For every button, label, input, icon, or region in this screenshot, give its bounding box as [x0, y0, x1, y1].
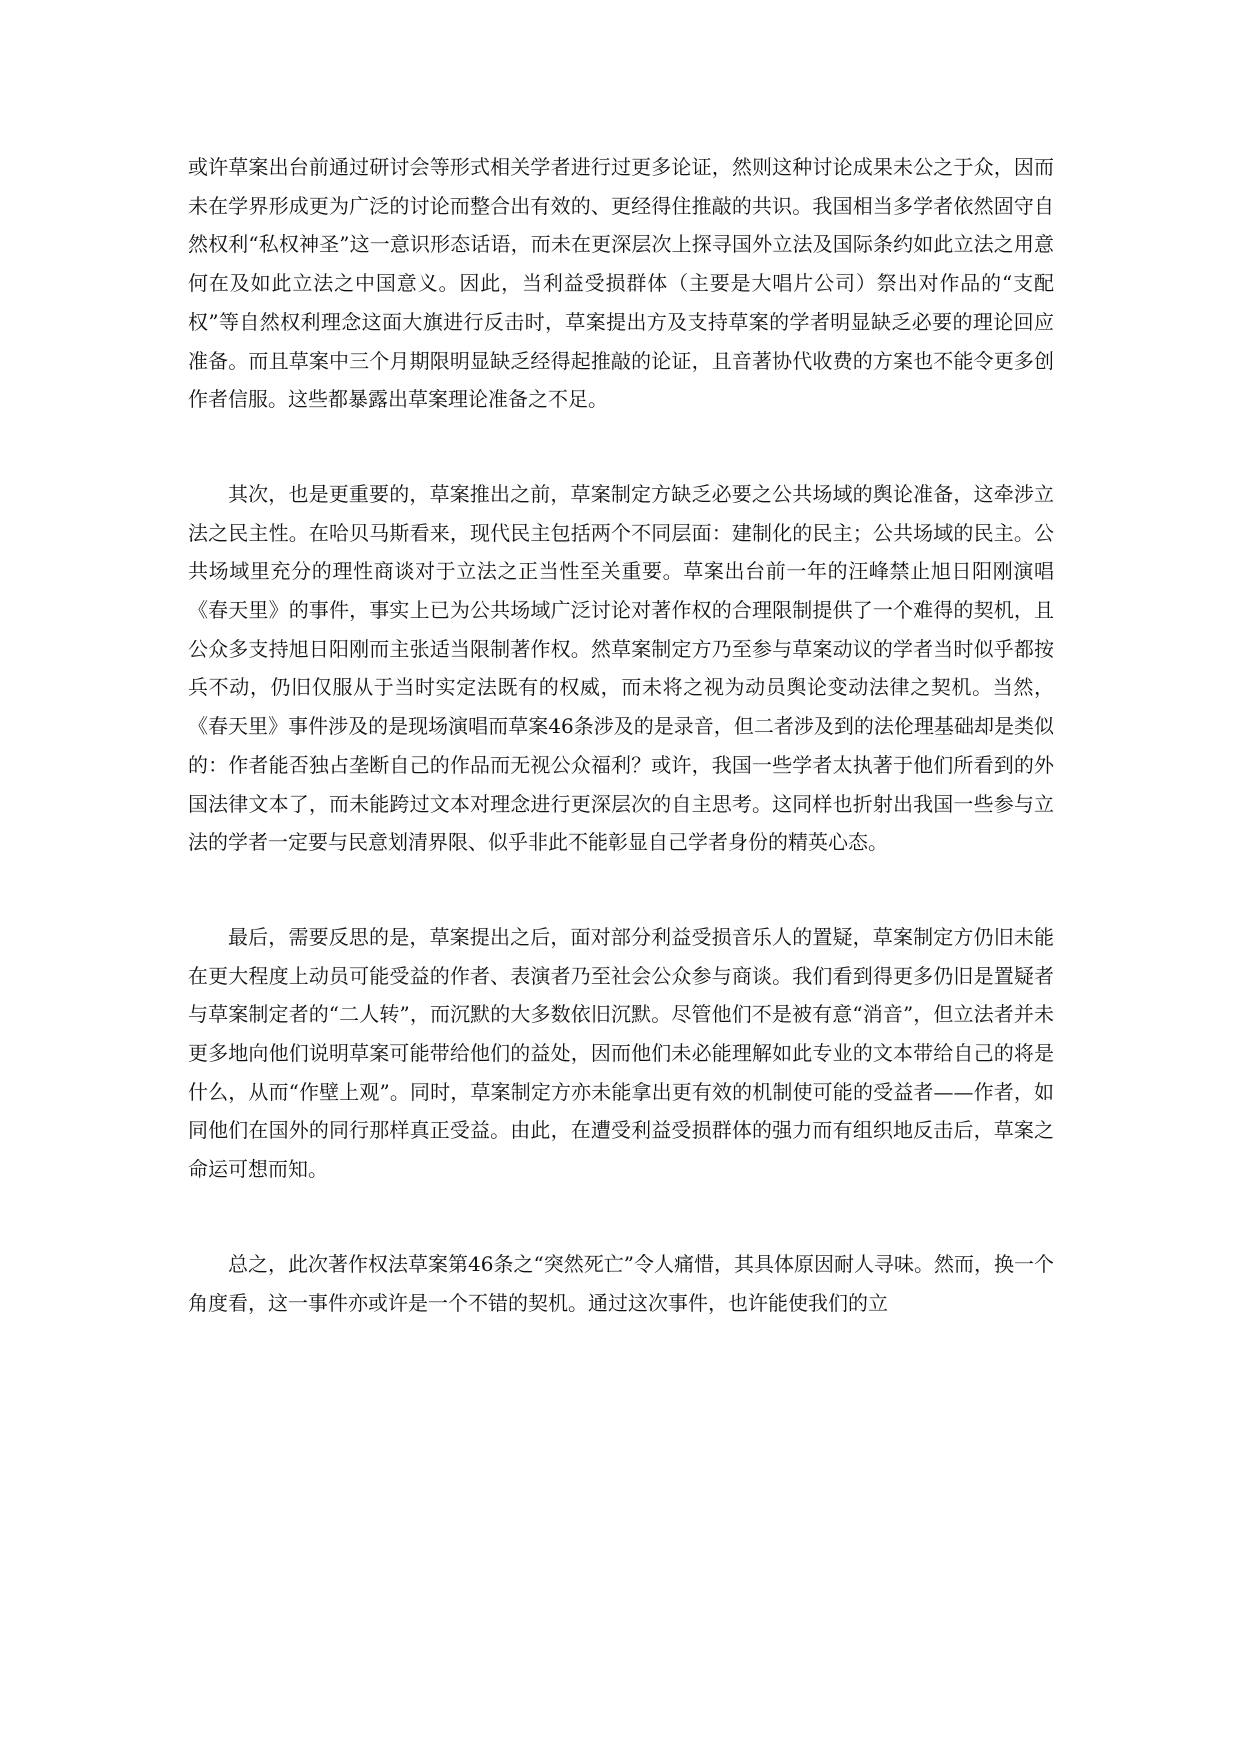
paragraph-4: 总之，此次著作权法草案第46条之“突然死亡”令人痛惜，其具体原因耐人寻味。然而，换一个角度看，这一事件亦或许是一个不错的契机。通过这次事件，也许能使我们的立: [188, 1251, 1054, 1315]
paragraph-1: 或许草案出台前通过研讨会等形式相关学者进行过更多论证，然则这种讨论成果未公之于众，因而未在学界形成更为广泛的讨论而整合出有效的、更经得住推敲的共识。我国相当多学者依然固守自然权利“私权神圣”这一意识形态话语，而未在更深层次上探寻国外立法及国际条约如此立法之用意何在及如此立法之中国意义。因此，当利益受损群体（主要是大唱片公司）祭出对作品的“支配权”等自然权利理念这面大旗进行反击时，草案提出方及支持草案的学者明显缺乏必要的理论回应准备。而且草案中三个月期限明显缺乏经得起推敲的论证，且音著协代收费的方案也不能令更多创作者信服。这些都暴露出草案理论准备之不足。: [188, 155, 1054, 412]
document-body: [188, 148, 1054, 1378]
paragraph-2: 其次，也是更重要的，草案推出之前，草案制定方缺乏必要之公共场域的舆论准备，这牵涉立法之民主性。在哈贝马斯看来，现代民主包括两个不同层面：建制化的民主；公共场域的民主。公共场域里充分的理性商谈对于立法之正当性至关重要。草案出台前一年的汪峰禁止旭日阳刚演唱《春天里》的事件，事实上已为公共场域广泛讨论对著作权的合理限制提供了一个难得的契机，且公众多支持旭日阳刚而主张适当限制著作权。然草案制定方乃至参与草案动议的学者当时似乎都按兵不动，仍旧仅服从于当时实定法既有的权威，而未将之视为动员舆论变动法律之契机。当然，《春天里》事件涉及的是现场演唱而草案46条涉及的是录音，但二者涉及到的法伦理基础却是类似的：作者能否独占垄断自己的作品而无视公众福利？或许，我国一些学者太执著于他们所看到的外国法律文本了，而未能跨过文本对理念进行更深层次的自主思考。这同样也折射出我国一些参与立法的学者一定要与民意划清界限、似乎非此不能彰显自己学者身份的精英心态。: [188, 481, 1054, 855]
paragraph-3: 最后，需要反思的是，草案提出之后，面对部分利益受损音乐人的置疑，草案制定方仍旧未能在更大程度上动员可能受益的作者、表演者乃至社会公众参与商谈。我们看到得更多仍旧是置疑者与草案制定者的“二人转”，而沉默的大多数依旧沉默。尽管他们不是被有意“消音”，但立法者并未更多地向他们说明草案可能带给他们的益处，因而他们未必能理解如此专业的文本带给自己的将是什么，从而“作壁上观”。同时，草案制定方亦未能拿出更有效的机制使可能的受益者——作者，如同他们在国外的同行那样真正受益。由此，在遭受利益受损群体的强力而有组织地反击后，草案之命运可想而知。: [188, 924, 1054, 1182]
